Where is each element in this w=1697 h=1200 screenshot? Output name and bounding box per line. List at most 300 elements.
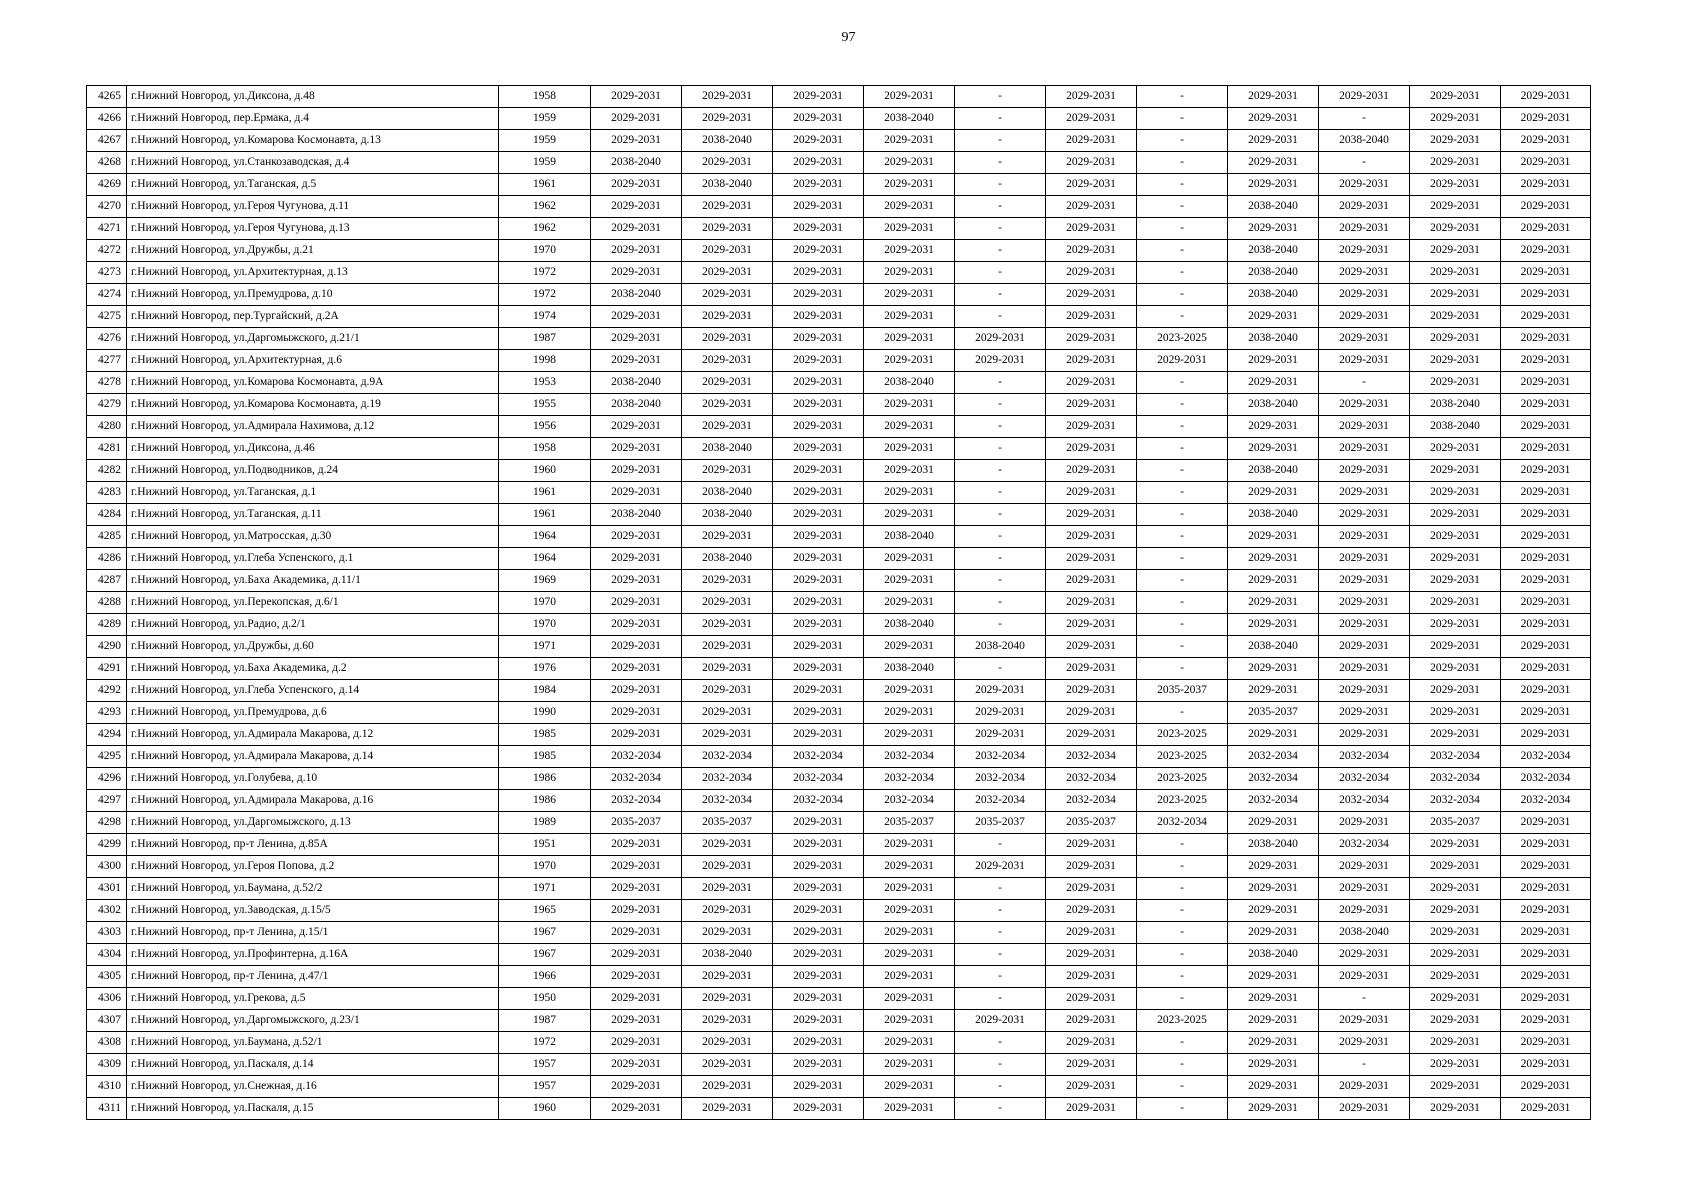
cell-period-2: 2029-2031 <box>682 108 773 130</box>
cell-period-7: - <box>1137 438 1228 460</box>
table-row <box>87 262 1591 284</box>
cell-period-6: 2035-2037 <box>1046 812 1137 834</box>
cell-period-8: 2029-2031 <box>1228 614 1319 636</box>
cell-period-2: 2029-2031 <box>682 262 773 284</box>
cell-address: г.Нижний Новгород, ул.Дружбы, д.60 <box>127 636 499 658</box>
cell-period-6: 2029-2031 <box>1046 240 1137 262</box>
cell-period-1: 2029-2031 <box>591 966 682 988</box>
cell-construction-year: 1950 <box>499 988 591 1010</box>
cell-period-5: - <box>955 834 1046 856</box>
cell-row-number: 4311 <box>87 1098 127 1120</box>
cell-period-7: - <box>1137 416 1228 438</box>
cell-period-6: 2029-2031 <box>1046 526 1137 548</box>
cell-period-4: 2038-2040 <box>864 658 955 680</box>
cell-period-9: 2029-2031 <box>1319 1032 1410 1054</box>
cell-period-9: 2029-2031 <box>1319 350 1410 372</box>
cell-address: г.Нижний Новгород, ул.Матросская, д.30 <box>127 526 499 548</box>
cell-period-8: 2029-2031 <box>1228 152 1319 174</box>
cell-row-number: 4298 <box>87 812 127 834</box>
cell-construction-year: 1967 <box>499 922 591 944</box>
cell-period-6: 2032-2034 <box>1046 790 1137 812</box>
cell-period-8: 2038-2040 <box>1228 504 1319 526</box>
cell-period-4: 2038-2040 <box>864 526 955 548</box>
cell-period-8: 2029-2031 <box>1228 988 1319 1010</box>
cell-period-10: 2029-2031 <box>1410 438 1501 460</box>
cell-period-3: 2029-2031 <box>773 460 864 482</box>
page-number: 97 <box>841 30 856 45</box>
cell-period-2: 2029-2031 <box>682 372 773 394</box>
cell-period-3: 2029-2031 <box>773 526 864 548</box>
cell-period-3: 2029-2031 <box>773 1054 864 1076</box>
cell-period-2: 2029-2031 <box>682 1076 773 1098</box>
cell-row-number: 4307 <box>87 1010 127 1032</box>
cell-period-11: 2029-2031 <box>1501 482 1591 504</box>
cell-period-11: 2029-2031 <box>1501 306 1591 328</box>
cell-construction-year: 1987 <box>499 328 591 350</box>
cell-period-8: 2029-2031 <box>1228 86 1319 108</box>
cell-period-2: 2038-2040 <box>682 548 773 570</box>
cell-period-10: 2029-2031 <box>1410 218 1501 240</box>
cell-period-2: 2029-2031 <box>682 1010 773 1032</box>
cell-period-5: - <box>955 922 1046 944</box>
cell-period-7: - <box>1137 86 1228 108</box>
cell-period-9: 2029-2031 <box>1319 460 1410 482</box>
cell-construction-year: 1976 <box>499 658 591 680</box>
cell-period-3: 2029-2031 <box>773 988 864 1010</box>
cell-period-1: 2029-2031 <box>591 460 682 482</box>
cell-construction-year: 1970 <box>499 592 591 614</box>
cell-period-8: 2029-2031 <box>1228 306 1319 328</box>
cell-period-11: 2029-2031 <box>1501 152 1591 174</box>
cell-period-10: 2029-2031 <box>1410 372 1501 394</box>
cell-row-number: 4266 <box>87 108 127 130</box>
cell-address: г.Нижний Новгород, ул.Архитектурная, д.6 <box>127 350 499 372</box>
cell-period-3: 2029-2031 <box>773 482 864 504</box>
cell-period-10: 2038-2040 <box>1410 416 1501 438</box>
cell-period-7: 2023-2025 <box>1137 724 1228 746</box>
cell-period-1: 2029-2031 <box>591 482 682 504</box>
cell-period-10: 2029-2031 <box>1410 482 1501 504</box>
cell-period-4: 2038-2040 <box>864 614 955 636</box>
cell-period-8: 2029-2031 <box>1228 878 1319 900</box>
cell-period-3: 2029-2031 <box>773 328 864 350</box>
cell-period-7: - <box>1137 570 1228 592</box>
cell-period-10: 2029-2031 <box>1410 504 1501 526</box>
cell-period-8: 2038-2040 <box>1228 284 1319 306</box>
cell-period-6: 2029-2031 <box>1046 1010 1137 1032</box>
table-row <box>87 504 1591 526</box>
table-row <box>87 680 1591 702</box>
cell-row-number: 4309 <box>87 1054 127 1076</box>
cell-period-5: 2029-2031 <box>955 328 1046 350</box>
cell-period-9: 2029-2031 <box>1319 416 1410 438</box>
cell-period-10: 2029-2031 <box>1410 1054 1501 1076</box>
cell-period-8: 2038-2040 <box>1228 196 1319 218</box>
cell-period-2: 2029-2031 <box>682 460 773 482</box>
cell-period-11: 2029-2031 <box>1501 1032 1591 1054</box>
cell-period-2: 2029-2031 <box>682 636 773 658</box>
cell-period-3: 2029-2031 <box>773 922 864 944</box>
cell-period-8: 2029-2031 <box>1228 724 1319 746</box>
cell-period-9: 2029-2031 <box>1319 284 1410 306</box>
cell-period-3: 2029-2031 <box>773 636 864 658</box>
cell-period-5: 2029-2031 <box>955 702 1046 724</box>
cell-period-2: 2029-2031 <box>682 328 773 350</box>
cell-period-10: 2029-2031 <box>1410 636 1501 658</box>
cell-period-3: 2029-2031 <box>773 284 864 306</box>
cell-period-5: - <box>955 526 1046 548</box>
cell-row-number: 4310 <box>87 1076 127 1098</box>
cell-period-2: 2029-2031 <box>682 856 773 878</box>
cell-period-6: 2029-2031 <box>1046 416 1137 438</box>
cell-address: г.Нижний Новгород, ул.Таганская, д.5 <box>127 174 499 196</box>
cell-period-11: 2029-2031 <box>1501 86 1591 108</box>
cell-period-2: 2029-2031 <box>682 240 773 262</box>
cell-period-7: - <box>1137 592 1228 614</box>
cell-construction-year: 1964 <box>499 526 591 548</box>
cell-construction-year: 1969 <box>499 570 591 592</box>
cell-period-5: - <box>955 394 1046 416</box>
cell-period-1: 2035-2037 <box>591 812 682 834</box>
table-row <box>87 218 1591 240</box>
cell-construction-year: 1998 <box>499 350 591 372</box>
cell-period-9: 2029-2031 <box>1319 1098 1410 1120</box>
cell-period-3: 2029-2031 <box>773 372 864 394</box>
cell-period-1: 2032-2034 <box>591 746 682 768</box>
cell-address: г.Нижний Новгород, ул.Грекова, д.5 <box>127 988 499 1010</box>
cell-period-10: 2029-2031 <box>1410 526 1501 548</box>
cell-address: г.Нижний Новгород, ул.Радио, д.2/1 <box>127 614 499 636</box>
cell-period-9: 2029-2031 <box>1319 526 1410 548</box>
cell-period-2: 2029-2031 <box>682 702 773 724</box>
cell-construction-year: 1951 <box>499 834 591 856</box>
cell-period-1: 2038-2040 <box>591 504 682 526</box>
cell-address: г.Нижний Новгород, ул.Диксона, д.48 <box>127 86 499 108</box>
table-row <box>87 1054 1591 1076</box>
cell-period-7: - <box>1137 856 1228 878</box>
cell-period-6: 2029-2031 <box>1046 218 1137 240</box>
cell-construction-year: 1987 <box>499 1010 591 1032</box>
cell-period-6: 2029-2031 <box>1046 614 1137 636</box>
cell-period-3: 2029-2031 <box>773 878 864 900</box>
cell-period-10: 2029-2031 <box>1410 966 1501 988</box>
cell-period-5: 2029-2031 <box>955 350 1046 372</box>
cell-period-2: 2029-2031 <box>682 350 773 372</box>
cell-address: г.Нижний Новгород, ул.Премудрова, д.10 <box>127 284 499 306</box>
cell-period-9: 2029-2031 <box>1319 592 1410 614</box>
cell-address: г.Нижний Новгород, ул.Героя Попова, д.2 <box>127 856 499 878</box>
cell-period-3: 2029-2031 <box>773 856 864 878</box>
cell-row-number: 4280 <box>87 416 127 438</box>
cell-period-8: 2029-2031 <box>1228 680 1319 702</box>
cell-period-9: 2029-2031 <box>1319 306 1410 328</box>
cell-period-8: 2029-2031 <box>1228 592 1319 614</box>
cell-period-4: 2029-2031 <box>864 504 955 526</box>
cell-address: г.Нижний Новгород, ул.Баумана, д.52/1 <box>127 1032 499 1054</box>
cell-period-5: - <box>955 900 1046 922</box>
cell-period-6: 2029-2031 <box>1046 702 1137 724</box>
cell-row-number: 4305 <box>87 966 127 988</box>
cell-period-5: - <box>955 218 1046 240</box>
cell-period-8: 2029-2031 <box>1228 548 1319 570</box>
cell-row-number: 4272 <box>87 240 127 262</box>
cell-period-2: 2029-2031 <box>682 1054 773 1076</box>
table-row <box>87 284 1591 306</box>
cell-period-11: 2029-2031 <box>1501 724 1591 746</box>
cell-address: г.Нижний Новгород, пер.Ермака, д.4 <box>127 108 499 130</box>
cell-period-6: 2029-2031 <box>1046 966 1137 988</box>
cell-row-number: 4292 <box>87 680 127 702</box>
table-row <box>87 548 1591 570</box>
cell-period-4: 2029-2031 <box>864 86 955 108</box>
cell-row-number: 4273 <box>87 262 127 284</box>
cell-period-7: - <box>1137 130 1228 152</box>
cell-period-4: 2029-2031 <box>864 262 955 284</box>
cell-address: г.Нижний Новгород, ул.Адмирала Макарова, д.14 <box>127 746 499 768</box>
cell-period-1: 2029-2031 <box>591 1054 682 1076</box>
cell-period-9: 2029-2031 <box>1319 702 1410 724</box>
cell-construction-year: 1970 <box>499 614 591 636</box>
cell-period-1: 2038-2040 <box>591 372 682 394</box>
cell-period-6: 2029-2031 <box>1046 262 1137 284</box>
cell-period-1: 2032-2034 <box>591 790 682 812</box>
cell-period-7: 2023-2025 <box>1137 746 1228 768</box>
cell-period-4: 2029-2031 <box>864 218 955 240</box>
table-row <box>87 1032 1591 1054</box>
cell-period-6: 2029-2031 <box>1046 878 1137 900</box>
cell-period-3: 2029-2031 <box>773 944 864 966</box>
cell-period-4: 2038-2040 <box>864 372 955 394</box>
cell-period-6: 2029-2031 <box>1046 284 1137 306</box>
cell-period-4: 2029-2031 <box>864 174 955 196</box>
cell-period-6: 2029-2031 <box>1046 1054 1137 1076</box>
cell-period-8: 2029-2031 <box>1228 218 1319 240</box>
cell-period-9: 2029-2031 <box>1319 900 1410 922</box>
cell-period-1: 2038-2040 <box>591 394 682 416</box>
cell-period-7: 2023-2025 <box>1137 1010 1228 1032</box>
cell-period-11: 2029-2031 <box>1501 394 1591 416</box>
cell-period-11: 2029-2031 <box>1501 350 1591 372</box>
cell-period-7: - <box>1137 372 1228 394</box>
cell-period-11: 2029-2031 <box>1501 460 1591 482</box>
cell-period-2: 2029-2031 <box>682 218 773 240</box>
cell-period-10: 2029-2031 <box>1410 328 1501 350</box>
cell-address: г.Нижний Новгород, ул.Адмирала Макарова, д.16 <box>127 790 499 812</box>
cell-period-4: 2029-2031 <box>864 944 955 966</box>
cell-period-10: 2029-2031 <box>1410 680 1501 702</box>
cell-address: г.Нижний Новгород, ул.Диксона, д.46 <box>127 438 499 460</box>
table-row <box>87 900 1591 922</box>
cell-period-2: 2029-2031 <box>682 526 773 548</box>
cell-construction-year: 1972 <box>499 262 591 284</box>
cell-period-7: - <box>1137 240 1228 262</box>
cell-period-9: 2029-2031 <box>1319 240 1410 262</box>
table-row <box>87 988 1591 1010</box>
cell-period-5: - <box>955 416 1046 438</box>
cell-address: г.Нижний Новгород, ул.Снежная, д.16 <box>127 1076 499 1098</box>
cell-address: г.Нижний Новгород, ул.Адмирала Макарова, д.12 <box>127 724 499 746</box>
cell-construction-year: 1958 <box>499 438 591 460</box>
cell-period-4: 2029-2031 <box>864 724 955 746</box>
cell-period-3: 2029-2031 <box>773 504 864 526</box>
cell-period-6: 2029-2031 <box>1046 130 1137 152</box>
cell-period-10: 2029-2031 <box>1410 548 1501 570</box>
cell-period-8: 2029-2031 <box>1228 1098 1319 1120</box>
cell-construction-year: 1955 <box>499 394 591 416</box>
cell-address: г.Нижний Новгород, ул.Таганская, д.11 <box>127 504 499 526</box>
cell-row-number: 4300 <box>87 856 127 878</box>
cell-period-8: 2029-2031 <box>1228 372 1319 394</box>
cell-period-11: 2029-2031 <box>1501 240 1591 262</box>
cell-period-11: 2032-2034 <box>1501 746 1591 768</box>
cell-period-5: - <box>955 1054 1046 1076</box>
cell-construction-year: 1959 <box>499 152 591 174</box>
cell-period-4: 2038-2040 <box>864 108 955 130</box>
cell-period-2: 2029-2031 <box>682 1098 773 1120</box>
cell-period-3: 2029-2031 <box>773 218 864 240</box>
cell-period-10: 2029-2031 <box>1410 900 1501 922</box>
cell-period-1: 2029-2031 <box>591 262 682 284</box>
cell-period-8: 2038-2040 <box>1228 394 1319 416</box>
table-row <box>87 108 1591 130</box>
cell-period-7: - <box>1137 988 1228 1010</box>
cell-period-7: 2023-2025 <box>1137 328 1228 350</box>
cell-period-11: 2029-2031 <box>1501 570 1591 592</box>
cell-period-9: 2029-2031 <box>1319 1010 1410 1032</box>
cell-period-4: 2029-2031 <box>864 1076 955 1098</box>
table-row <box>87 1010 1591 1032</box>
cell-period-2: 2038-2040 <box>682 482 773 504</box>
cell-period-5: - <box>955 592 1046 614</box>
cell-construction-year: 1956 <box>499 416 591 438</box>
cell-period-5: - <box>955 548 1046 570</box>
cell-period-5: - <box>955 174 1046 196</box>
cell-period-8: 2038-2040 <box>1228 328 1319 350</box>
cell-period-3: 2029-2031 <box>773 1076 864 1098</box>
table-row <box>87 328 1591 350</box>
cell-period-6: 2029-2031 <box>1046 482 1137 504</box>
table-row <box>87 922 1591 944</box>
cell-period-10: 2029-2031 <box>1410 306 1501 328</box>
cell-period-4: 2032-2034 <box>864 790 955 812</box>
cell-period-2: 2032-2034 <box>682 746 773 768</box>
cell-address: г.Нижний Новгород, ул.Баха Академика, д.11/1 <box>127 570 499 592</box>
cell-period-8: 2038-2040 <box>1228 636 1319 658</box>
cell-row-number: 4299 <box>87 834 127 856</box>
cell-period-7: - <box>1137 218 1228 240</box>
cell-period-9: 2029-2031 <box>1319 438 1410 460</box>
cell-period-2: 2029-2031 <box>682 922 773 944</box>
cell-period-9: 2029-2031 <box>1319 174 1410 196</box>
cell-period-10: 2032-2034 <box>1410 768 1501 790</box>
cell-period-5: - <box>955 262 1046 284</box>
cell-period-3: 2029-2031 <box>773 614 864 636</box>
cell-period-7: - <box>1137 922 1228 944</box>
cell-period-11: 2029-2031 <box>1501 900 1591 922</box>
cell-period-8: 2029-2031 <box>1228 900 1319 922</box>
cell-period-3: 2029-2031 <box>773 108 864 130</box>
cell-period-11: 2029-2031 <box>1501 856 1591 878</box>
cell-row-number: 4291 <box>87 658 127 680</box>
cell-period-8: 2029-2031 <box>1228 416 1319 438</box>
cell-address: г.Нижний Новгород, ул.Заводская, д.15/5 <box>127 900 499 922</box>
cell-address: г.Нижний Новгород, пер.Тургайский, д.2А <box>127 306 499 328</box>
table-row <box>87 372 1591 394</box>
cell-construction-year: 1962 <box>499 196 591 218</box>
cell-period-4: 2029-2031 <box>864 1054 955 1076</box>
cell-period-9: 2032-2034 <box>1319 834 1410 856</box>
cell-row-number: 4304 <box>87 944 127 966</box>
cell-period-4: 2029-2031 <box>864 834 955 856</box>
cell-period-3: 2029-2031 <box>773 658 864 680</box>
cell-period-1: 2029-2031 <box>591 1098 682 1120</box>
cell-address: г.Нижний Новгород, ул.Паскаля, д.14 <box>127 1054 499 1076</box>
cell-row-number: 4270 <box>87 196 127 218</box>
table-row <box>87 570 1591 592</box>
cell-period-2: 2029-2031 <box>682 196 773 218</box>
table-row <box>87 856 1591 878</box>
cell-period-4: 2029-2031 <box>864 636 955 658</box>
table-row <box>87 790 1591 812</box>
cell-address: г.Нижний Новгород, пр-т Ленина, д.15/1 <box>127 922 499 944</box>
cell-row-number: 4290 <box>87 636 127 658</box>
cell-period-10: 2029-2031 <box>1410 702 1501 724</box>
registry-table <box>86 85 1591 1120</box>
cell-period-3: 2029-2031 <box>773 196 864 218</box>
cell-row-number: 4294 <box>87 724 127 746</box>
table-row <box>87 966 1591 988</box>
cell-period-7: - <box>1137 152 1228 174</box>
cell-period-3: 2029-2031 <box>773 130 864 152</box>
cell-period-11: 2029-2031 <box>1501 548 1591 570</box>
cell-period-5: 2038-2040 <box>955 636 1046 658</box>
cell-period-4: 2029-2031 <box>864 416 955 438</box>
cell-period-8: 2029-2031 <box>1228 350 1319 372</box>
cell-row-number: 4268 <box>87 152 127 174</box>
table-row <box>87 416 1591 438</box>
cell-period-2: 2038-2040 <box>682 438 773 460</box>
cell-row-number: 4288 <box>87 592 127 614</box>
cell-period-5: - <box>955 504 1046 526</box>
cell-period-1: 2029-2031 <box>591 680 682 702</box>
cell-period-3: 2029-2031 <box>773 966 864 988</box>
cell-period-4: 2032-2034 <box>864 746 955 768</box>
table-row <box>87 636 1591 658</box>
table-row <box>87 460 1591 482</box>
cell-period-2: 2029-2031 <box>682 680 773 702</box>
cell-period-6: 2029-2031 <box>1046 658 1137 680</box>
table-row <box>87 768 1591 790</box>
cell-period-11: 2029-2031 <box>1501 438 1591 460</box>
cell-period-9: 2029-2031 <box>1319 658 1410 680</box>
cell-period-10: 2029-2031 <box>1410 944 1501 966</box>
cell-period-4: 2029-2031 <box>864 702 955 724</box>
cell-row-number: 4283 <box>87 482 127 504</box>
cell-period-5: - <box>955 570 1046 592</box>
cell-address: г.Нижний Новгород, ул.Даргомыжского, д.21/1 <box>127 328 499 350</box>
cell-period-3: 2029-2031 <box>773 570 864 592</box>
cell-period-5: - <box>955 108 1046 130</box>
cell-period-3: 2032-2034 <box>773 746 864 768</box>
cell-address: г.Нижний Новгород, ул.Глеба Успенского, д.14 <box>127 680 499 702</box>
cell-period-4: 2029-2031 <box>864 1098 955 1120</box>
cell-period-6: 2029-2031 <box>1046 548 1137 570</box>
cell-period-4: 2029-2031 <box>864 152 955 174</box>
cell-period-9: 2032-2034 <box>1319 746 1410 768</box>
cell-period-3: 2029-2031 <box>773 724 864 746</box>
cell-period-8: 2038-2040 <box>1228 944 1319 966</box>
cell-row-number: 4274 <box>87 284 127 306</box>
